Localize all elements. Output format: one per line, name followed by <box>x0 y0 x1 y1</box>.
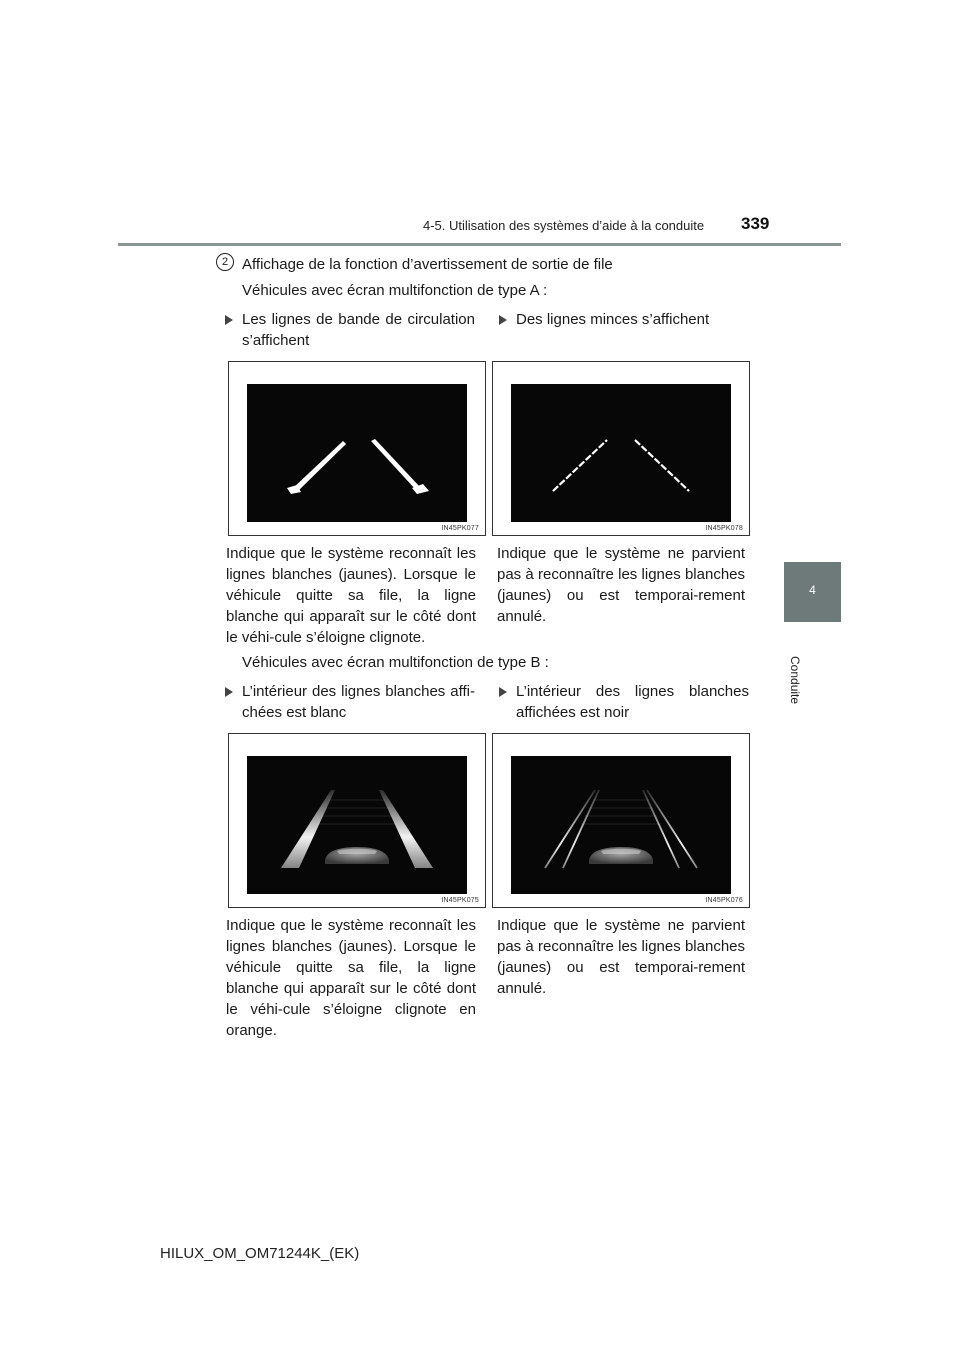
type-b-white-lines-graphic <box>247 756 467 894</box>
image-code: IN45PK075 <box>441 897 479 904</box>
type-a-right-bullet-text: Des lignes minces s’affichent <box>516 311 710 328</box>
type-a-intro: Véhicules avec écran multifonction de type A : <box>242 282 548 299</box>
figure-type-a-lane-lines <box>228 361 486 536</box>
type-b-left-bullet <box>225 681 475 723</box>
section-title: 4-5. Utilisation des systèmes d’aide à la conduite <box>423 218 705 233</box>
chapter-label-container <box>776 656 816 716</box>
type-a-left-bullet-text: Les lignes de bande de circulation s’affichent <box>242 311 475 349</box>
chapter-tab <box>784 562 841 622</box>
header-divider <box>118 243 841 246</box>
type-a-left-description: Indique que le système reconnaît les lignes blanches (jaunes). Lorsque le véhicule quitte sa file, la ligne blanche qui apparaît sur le côté dont le véhi-cule s’éloigne clignote. <box>226 545 476 646</box>
display-screen <box>247 384 467 522</box>
item-title: Affichage de la fonction d’avertissement de sortie de file <box>242 256 613 273</box>
type-b-outline-lines-graphic <box>511 756 731 894</box>
chapter-number: 4 <box>809 583 816 597</box>
type-b-right-bullet <box>499 681 749 723</box>
chapter-label: Conduite <box>788 656 802 705</box>
type-b-intro: Véhicules avec écran multifonction de type B : <box>242 654 549 671</box>
type-a-left-bullet <box>225 309 475 351</box>
display-screen <box>511 384 731 522</box>
type-b-right-description: Indique que le système ne parvient pas à reconnaître les lignes blanches (jaunes) ou est temporai-rement annulé. <box>497 917 745 997</box>
thick-lane-lines-graphic <box>247 384 467 522</box>
figure-type-b-white-inside <box>228 733 486 908</box>
type-a-right-bullet <box>499 309 749 330</box>
image-code: IN45PK078 <box>705 525 743 532</box>
figure-type-a-thin-lines <box>492 361 750 536</box>
type-b-left-bullet-text: L’intérieur des lignes blanches affi-chées est blanc <box>242 683 475 721</box>
document-code: HILUX_OM_OM71244K_(EK) <box>160 1245 360 1262</box>
type-b-left-description: Indique que le système reconnaît les lignes blanches (jaunes). Lorsque le véhicule quitte sa file, la ligne blanche qui apparaît sur le côté dont le véhi-cule s’éloigne clignote en orange. <box>226 917 476 1039</box>
image-code: IN45PK077 <box>441 525 479 532</box>
figure-type-b-black-inside <box>492 733 750 908</box>
image-code: IN45PK076 <box>705 897 743 904</box>
triangle-bullet-icon <box>225 315 233 325</box>
display-screen <box>511 756 731 894</box>
triangle-bullet-icon <box>499 315 507 325</box>
type-b-right-bullet-text: L’intérieur des lignes blanches affichées est noir <box>516 683 749 721</box>
type-a-right-description: Indique que le système ne parvient pas à reconnaître les lignes blanches (jaunes) ou est temporai-rement annulé. <box>497 545 745 625</box>
triangle-bullet-icon <box>225 687 233 697</box>
triangle-bullet-icon <box>499 687 507 697</box>
display-screen <box>247 756 467 894</box>
item-number-badge: 2 <box>216 253 234 271</box>
page-number: 339 <box>741 214 770 233</box>
thin-lane-lines-graphic <box>511 384 731 522</box>
